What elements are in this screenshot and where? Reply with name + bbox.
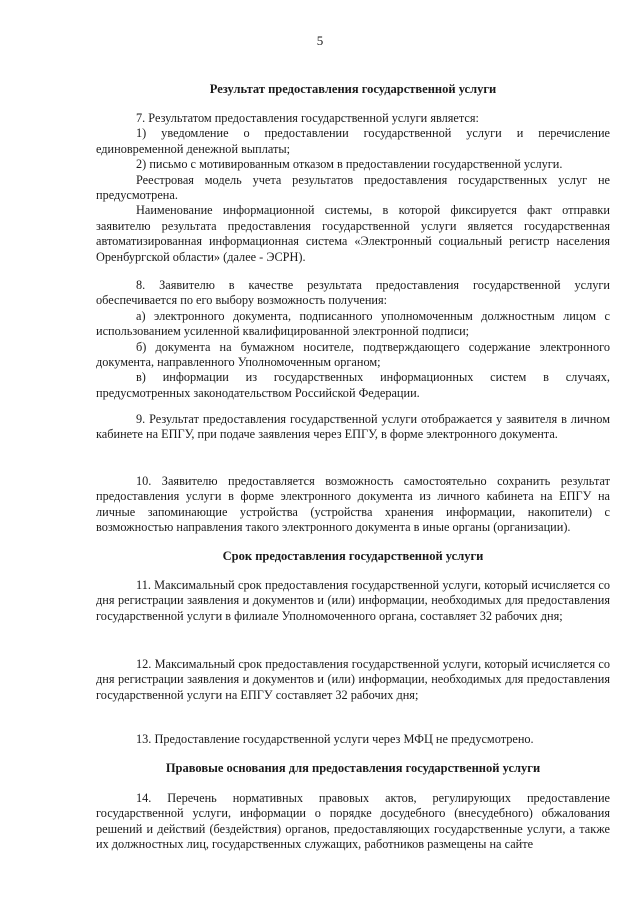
paragraph: Реестровая модель учета результатов предоставления государственных услуг не предусмотрена. bbox=[96, 172, 610, 203]
paragraph: 8. Заявителю в качестве результата предоставления государственной услуги обеспечивается по его выбору возможность получения: bbox=[96, 278, 610, 308]
section-9 bbox=[96, 412, 610, 443]
section-7 bbox=[96, 111, 610, 265]
paragraph: 11. Максимальный срок предоставления государственной услуги, который исчисляется со дня регистрации заявления и документов и (или) информации, необходимых для предоставления государственной услуги в филиале Уполномоченного органа, составляет 32 рабочих дня; bbox=[96, 578, 610, 623]
paragraph: 12. Максимальный срок предоставления государственной услуги, который исчисляется со дня регистрации заявления и документов и (или) информации, необходимых для предоставления государственной услуги на ЕПГУ составляет 32 рабочих дня; bbox=[96, 657, 610, 702]
paragraph: 10. Заявителю предоставляется возможность самостоятельно сохранить результат предоставления услуги в форме электронного документа из личного кабинета на ЕПГУ на личные запоминающие устройства (устройства хранения информации, накопители) с возможностью направления такого электронного документа в иные органы (организации). bbox=[96, 474, 610, 535]
section-13 bbox=[96, 732, 610, 747]
paragraph: 2) письмо с мотивированным отказом в предоставлении государственной услуги. bbox=[136, 157, 563, 172]
paragraph: 7. Результатом предоставления государственной услуги является: bbox=[136, 111, 479, 125]
section-10 bbox=[96, 474, 610, 536]
section-8 bbox=[96, 278, 610, 401]
paragraph: в) информации из государственных информационных систем в случаях, предусмотренных законодательством Российской Федерации. bbox=[96, 370, 610, 400]
section-12 bbox=[96, 657, 610, 703]
paragraph: Наименование информационной системы, в которой фиксируется факт отправки заявителю результата предоставления государственной услуги является государственная автоматизированная информационная система «Электронный социальный регистр населения Оренбургской области» (далее - ЭСРН). bbox=[96, 203, 610, 264]
heading-result: Результат предоставления государственной услуги bbox=[209, 82, 497, 96]
paragraph: 14. Перечень нормативных правовых актов, регулирующих предоставление государственной услуги, информации о порядке досудебного (внесудебного) обжалования решений и действий (бездействия) органов, предоставляющих государственные услуги, а также их должностных лиц, государственных служащих, работников размещены на сайте bbox=[96, 791, 610, 852]
paragraph: а) электронного документа, подписанного уполномоченным должностным лицом с использованием усиленной квалифицированной электронной подписи; bbox=[96, 308, 610, 339]
heading-legal: Правовые основания для предоставления государственной услуги bbox=[165, 761, 541, 775]
paragraph: 13. Предоставление государственной услуги через МФЦ не предусмотрено. bbox=[136, 732, 534, 746]
paragraph: 1) уведомление о предоставлении государственной услуги и перечисление единовременной денежной выплаты; bbox=[96, 126, 610, 156]
heading-term: Срок предоставления государственной услуги bbox=[222, 549, 484, 563]
section-11 bbox=[96, 578, 610, 624]
section-14 bbox=[96, 791, 610, 853]
paragraph: б) документа на бумажном носителе, подтверждающего содержание электронного документа, направленного Уполномоченным органом; bbox=[96, 339, 610, 370]
paragraph: 9. Результат предоставления государственной услуги отображается у заявителя в личном кабинете на ЕПГУ, при подаче заявления через ЕПГУ, в форме электронного документа. bbox=[96, 412, 610, 442]
page-number: 5 bbox=[316, 33, 324, 48]
